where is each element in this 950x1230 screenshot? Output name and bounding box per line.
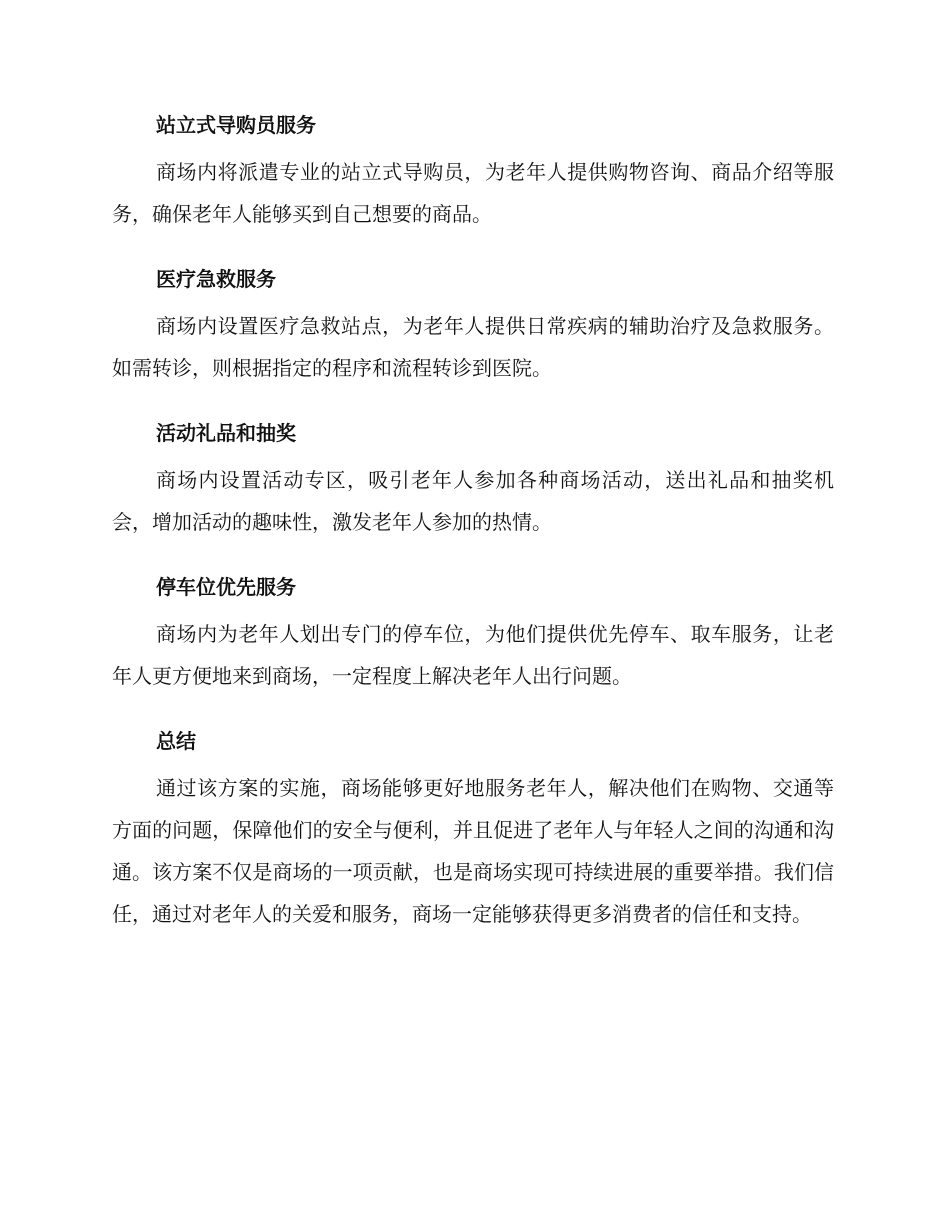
section-body: 商场内为老年人划出专门的停车位，为他们提供优先停车、取车服务，让老年人更方便地来到商场，一定程度上解决老年人出行问题。: [112, 622, 834, 688]
section-summary: [112, 721, 834, 935]
section-body: 商场内设置活动专区，吸引老年人参加各种商场活动，送出礼品和抽奖机会，增加活动的趣味性，激发老年人参加的热情。: [112, 468, 834, 534]
section-heading: 医疗急救服务: [156, 267, 276, 291]
section-body: 商场内设置医疗急救站点，为老年人提供日常疾病的辅助治疗及急救服务。如需转诊，则根据指定的程序和流程转诊到医院。: [112, 314, 834, 380]
section-body: 通过该方案的实施，商场能够更好地服务老年人，解决他们在购物、交通等方面的问题，保障他们的安全与便利，并且促进了老年人与年轻人之间的沟通和沟通。该方案不仅是商场的一项贡献，也是商场实现可持续进展的重要举措。我们信任，通过对老年人的关爱和服务，商场一定能够获得更多消费者的信任和支持。: [112, 776, 834, 926]
section-body: 商场内将派遣专业的站立式导购员，为老年人提供购物咨询、商品介绍等服务，确保老年人能够买到自己想要的商品。: [112, 160, 834, 226]
document-content: [112, 105, 834, 959]
section-parking-priority: [112, 567, 834, 697]
section-heading: 站立式导购员服务: [156, 113, 316, 137]
section-heading: 总结: [156, 729, 196, 753]
section-shopping-guide: [112, 105, 834, 235]
section-heading: 活动礼品和抽奖: [156, 421, 296, 445]
section-gifts-lottery: [112, 413, 834, 543]
section-heading: 停车位优先服务: [156, 575, 296, 599]
section-medical-first-aid: [112, 259, 834, 389]
